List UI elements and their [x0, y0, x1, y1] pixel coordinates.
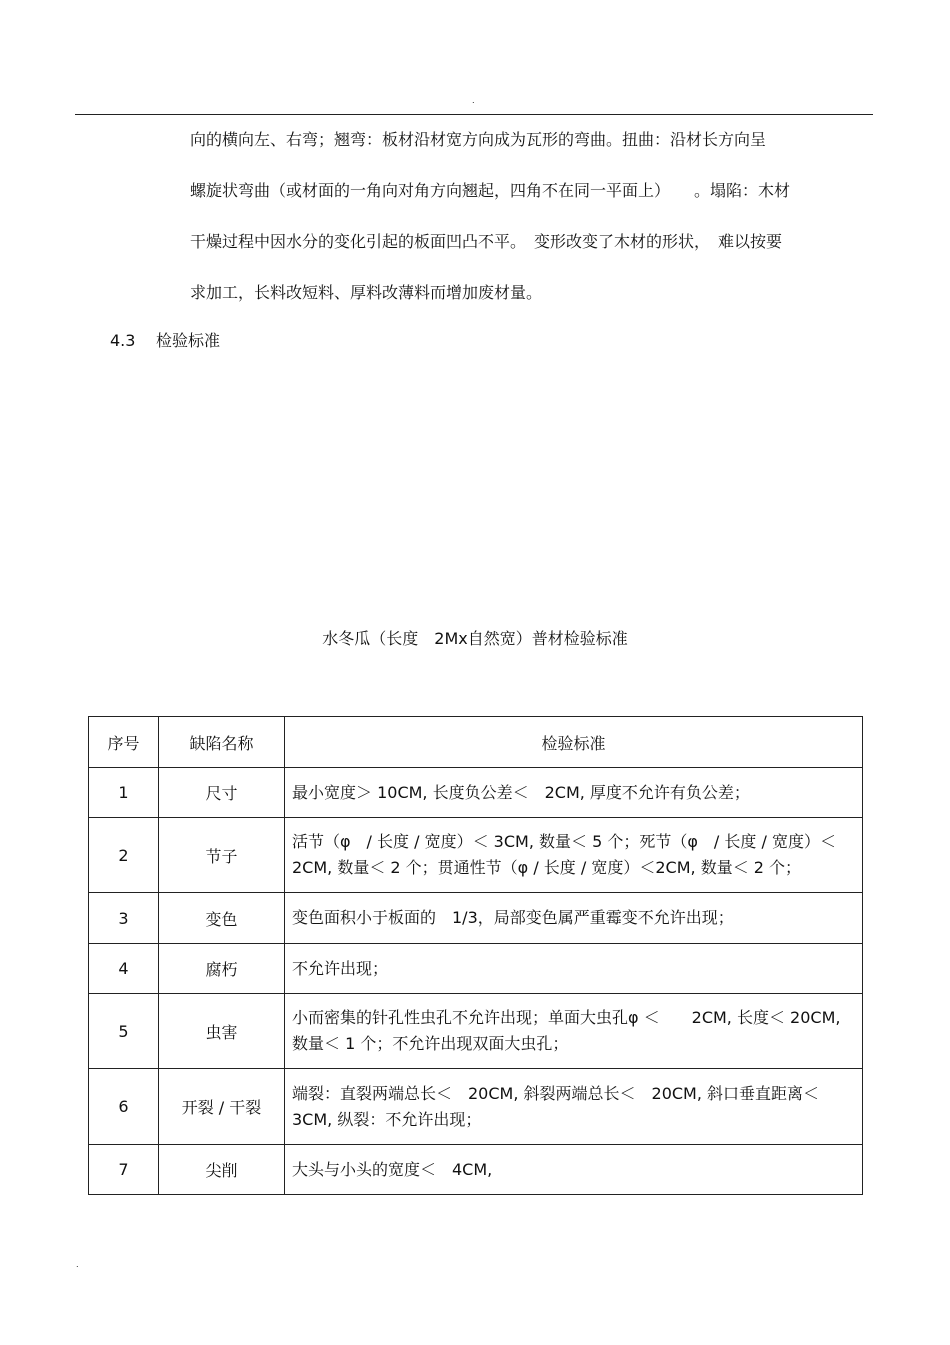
row-defect-name: 节子 — [159, 818, 285, 893]
row-no: 2 — [89, 818, 159, 893]
table-title: 水冬瓜（长度 2Mx自然宽）普材检验标准 — [322, 629, 628, 648]
row-no: 7 — [89, 1145, 159, 1195]
row-standard: 大头与小头的宽度＜ 4CM, — [285, 1145, 863, 1195]
row-no: 1 — [89, 768, 159, 818]
paragraph-line-4: 求加工，长料改短料、厚料改薄料而增加废材量。 — [190, 283, 543, 302]
inspection-standard-table — [88, 716, 863, 1195]
table-row — [89, 994, 863, 1069]
table-row — [89, 818, 863, 893]
table-row — [89, 768, 863, 818]
footer-mark: . — [76, 1260, 79, 1269]
row-defect-name: 尺寸 — [159, 768, 285, 818]
table-header-row — [89, 717, 863, 768]
row-defect-name: 虫害 — [159, 994, 285, 1069]
header-standard: 检验标准 — [285, 717, 863, 768]
row-standard: 变色面积小于板面的 1/3，局部变色属严重霉变不允许出现； — [285, 893, 863, 944]
row-no: 5 — [89, 994, 159, 1069]
paragraph-line-1: 向的横向左、右弯；翘弯：板材沿材宽方向成为瓦形的弯曲。扭曲：沿材长方向呈 — [190, 130, 767, 149]
header-mark: . — [472, 96, 475, 105]
row-standard: 不允许出现； — [285, 944, 863, 994]
row-defect-name: 腐朽 — [159, 944, 285, 994]
row-standard: 端裂：直裂两端总长＜ 20CM, 斜裂两端总长＜ 20CM, 斜口垂直距离＜3CM, 纵裂：不允许出现； — [285, 1069, 863, 1145]
row-standard: 小而密集的针孔性虫孔不允许出现；单面大虫孔φ ＜ 2CM, 长度＜ 20CM, 数量＜ 1 个；不允许出现双面大虫孔； — [285, 994, 863, 1069]
row-standard: 最小宽度＞ 10CM, 长度负公差＜ 2CM, 厚度不允许有负公差； — [285, 768, 863, 818]
section-title: 检验标准 — [156, 331, 221, 350]
table-row — [89, 893, 863, 944]
header-rule — [75, 114, 873, 115]
table-row — [89, 1145, 863, 1195]
section-number: 4.3 — [110, 331, 136, 350]
row-no: 4 — [89, 944, 159, 994]
header-defect-name: 缺陷名称 — [159, 717, 285, 768]
paragraph-line-3: 干燥过程中因水分的变化引起的板面凹凸不平。 变形改变了木材的形状， 难以按要 — [190, 232, 783, 251]
row-defect-name: 开裂 / 干裂 — [159, 1069, 285, 1145]
table-row — [89, 1069, 863, 1145]
paragraph-line-2: 螺旋状弯曲（或材面的一角向对角方向翘起，四角不在同一平面上） 。塌陷：木材 — [190, 181, 791, 200]
header-no: 序号 — [89, 717, 159, 768]
section-heading — [110, 330, 220, 352]
table-row — [89, 944, 863, 994]
row-defect-name: 变色 — [159, 893, 285, 944]
row-no: 6 — [89, 1069, 159, 1145]
row-standard: 活节（φ / 长度 / 宽度）＜ 3CM, 数量＜ 5 个；死节（φ / 长度 / 宽度）＜2CM, 数量＜ 2 个；贯通性节（φ / 长度 / 宽度）＜2CM, 数量＜ 2 个； — [285, 818, 863, 893]
row-defect-name: 尖削 — [159, 1145, 285, 1195]
row-no: 3 — [89, 893, 159, 944]
